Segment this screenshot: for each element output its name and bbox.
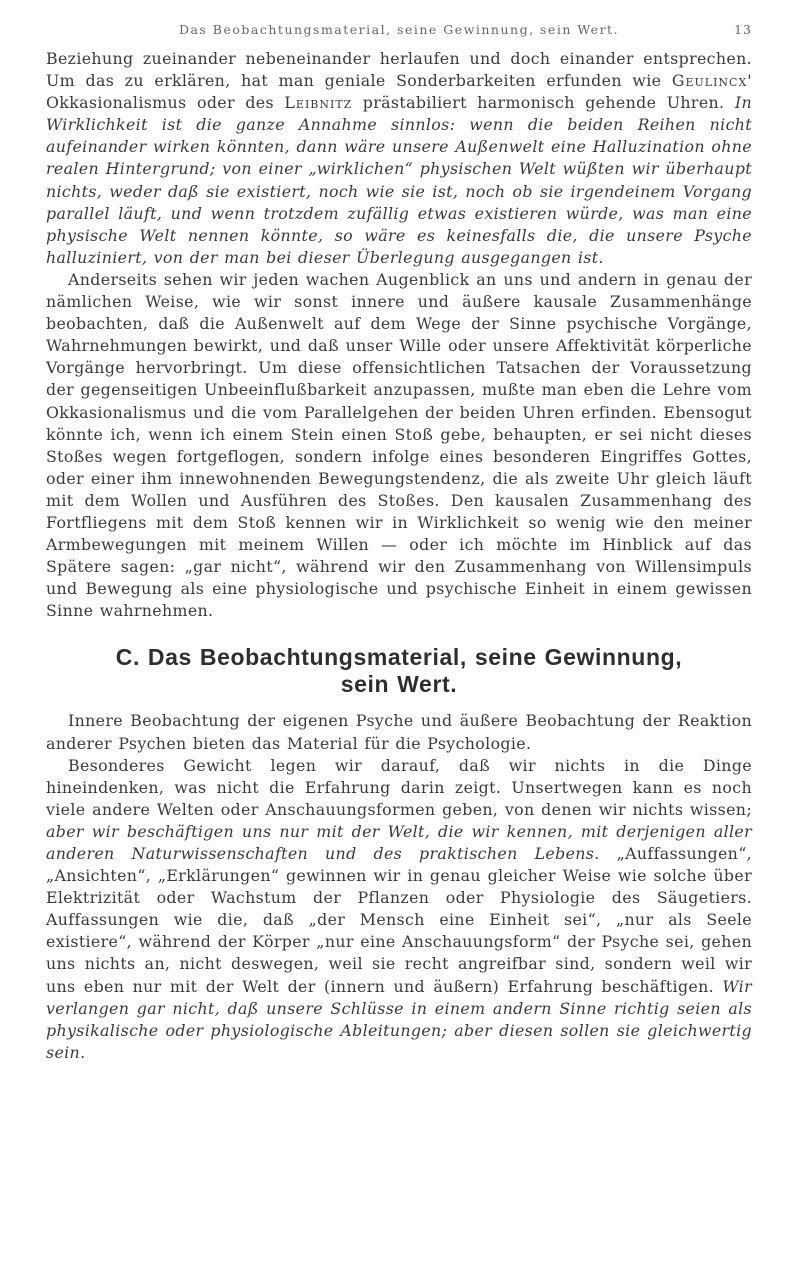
paragraph-1-text-a: Beziehung zueinander nebeneinander herlaufen und doch einander entsprechen. Um das zu erklären, hat man geniale Sonderbarkeiten erfunden wie xyxy=(46,49,752,91)
paragraph-2: Anderseits sehen wir jeden wachen Augenblick an uns und andern in genau der nämlichen Weise, wie wir sonst innere und äußere kausale Zusammenhänge beobachten, daß die Außenwelt auf dem Wege der Sinne psychische Vorgänge, Wahrnehmungen bewirkt, und daß unser Wille oder unsere Affektivität körperliche Vorgänge hervorbringt. Um diese offensichtlichen Tatsachen der Voraussetzung der gegenseitigen Unbeeinflußbarkeit anzupassen, mußte man eben die Lehre vom Okkasionalismus und die vom Parallelgehen der beiden Uhren erfinden. Ebensogut könnte ich, wenn ich einem Stein einen Stoß gebe, behaupten, er sei nicht dieses Stoßes wegen fortgeflogen, sondern infolge eines besonderen Eingriffes Gottes, oder einer ihm innewohnenden Bewegungstendenz, die als zweite Uhr gleich läuft mit dem Wollen und Ausführen des Stoßes. Den kausalen Zusammenhang des Fortfliegens mit dem Stoß kennen wir in Wirklichkeit so wenig wie den meiner Armbewegungen mit meinem Willen — oder ich möchte im Hinblick auf das Spätere sagen: „gar nicht“, während wir den Zusammenhang von Willensimpuls und Bewegung als eine physiologische und psychische Einheit in einem gewissen Sinne wahrnehmen. xyxy=(46,269,752,621)
paragraph-3: Innere Beobachtung der eigenen Psyche und äußere Beobachtung der Reaktion anderer Psychen bieten das Material für die Psychologie. xyxy=(46,711,752,753)
paragraph-1-text-c: prästabiliert harmonisch gehende Uhren. xyxy=(352,93,735,113)
section-heading-line-1: C. Das Beobachtungsmaterial, seine Gewinnung, xyxy=(115,644,683,671)
paragraph-1-text-b: ' Okkasionalismus oder des xyxy=(46,71,752,113)
body-text xyxy=(46,48,752,1064)
page-number: 13 xyxy=(734,22,752,37)
paragraph-4-emphasis-2: Wir verlangen gar nicht, daß unsere Schlüsse in einem andern Sinne richtig seien als physikalische oder physiologische Ableitungen; aber diesen sollen sie gleichwertig sein. xyxy=(46,976,752,1062)
running-head-title: Das Beobachtungsmaterial, seine Gewinnung, sein Wert. xyxy=(178,22,620,37)
running-head xyxy=(46,22,752,48)
section-heading-line-2: sein Wert. xyxy=(340,671,458,698)
paragraph-4-text-b: „Auffassungen“, „Ansichten“, „Erklärungen“ gewinnen wir in genau gleicher Weise wie solche über Elektrizität oder Wachstum der Pflanzen oder Physiologie des Säugetiers. Auffassungen wie die, daß „der Mensch eine Einheit sei“, „nur als Seele existiere“, während der Körper „nur eine Anschauungsform“ der Psyche sei, gehen uns nichts an, nicht deswegen, weil sie recht angreifbar sind, sondern weil wir uns eben nur mit der Welt der (innern und äußern) Erfahrung beschäftigen. xyxy=(46,844,752,996)
section-heading xyxy=(46,644,752,698)
author-name-leibnitz: Leibnitz xyxy=(284,93,353,113)
paragraph-4-emphasis-1: aber wir beschäftigen uns nur mit der Welt, die wir kennen, mit derjenigen aller anderen Naturwissenschaften und des praktischen Lebens. xyxy=(46,821,752,863)
paragraph-4-text-a: Besonderes Gewicht legen wir darauf, daß wir nichts in die Dinge hineindenken, was nicht die Erfahrung darin zeigt. Unsertwegen kann es noch viele andere Welten oder Anschauungsformen geben, von denen wir nichts wissen; xyxy=(46,755,752,819)
paragraph-1 xyxy=(46,48,752,269)
paragraph-4 xyxy=(46,755,752,1064)
author-name-geulincx: Geulincx xyxy=(671,71,748,91)
paragraph-1-emphasis: In Wirklichkeit ist die ganze Annahme sinnlos: wenn die beiden Reihen nicht aufeinander wirken könnten, dann wäre unsere Außenwelt eine Halluzination ohne realen Hintergrund; von einer „wirklichen“ physischen Welt wüßten wir überhaupt nichts, weder daß sie existiert, noch wie sie ist, noch ob sie irgendeinem Vorgang parallel läuft, und wenn trotzdem zufällig etwas existieren würde, was man eine physische Welt nennen könnte, so wäre es keinesfalls die, die unsere Psyche halluziniert, von der man bei dieser Überlegung ausgegangen ist. xyxy=(46,93,752,267)
